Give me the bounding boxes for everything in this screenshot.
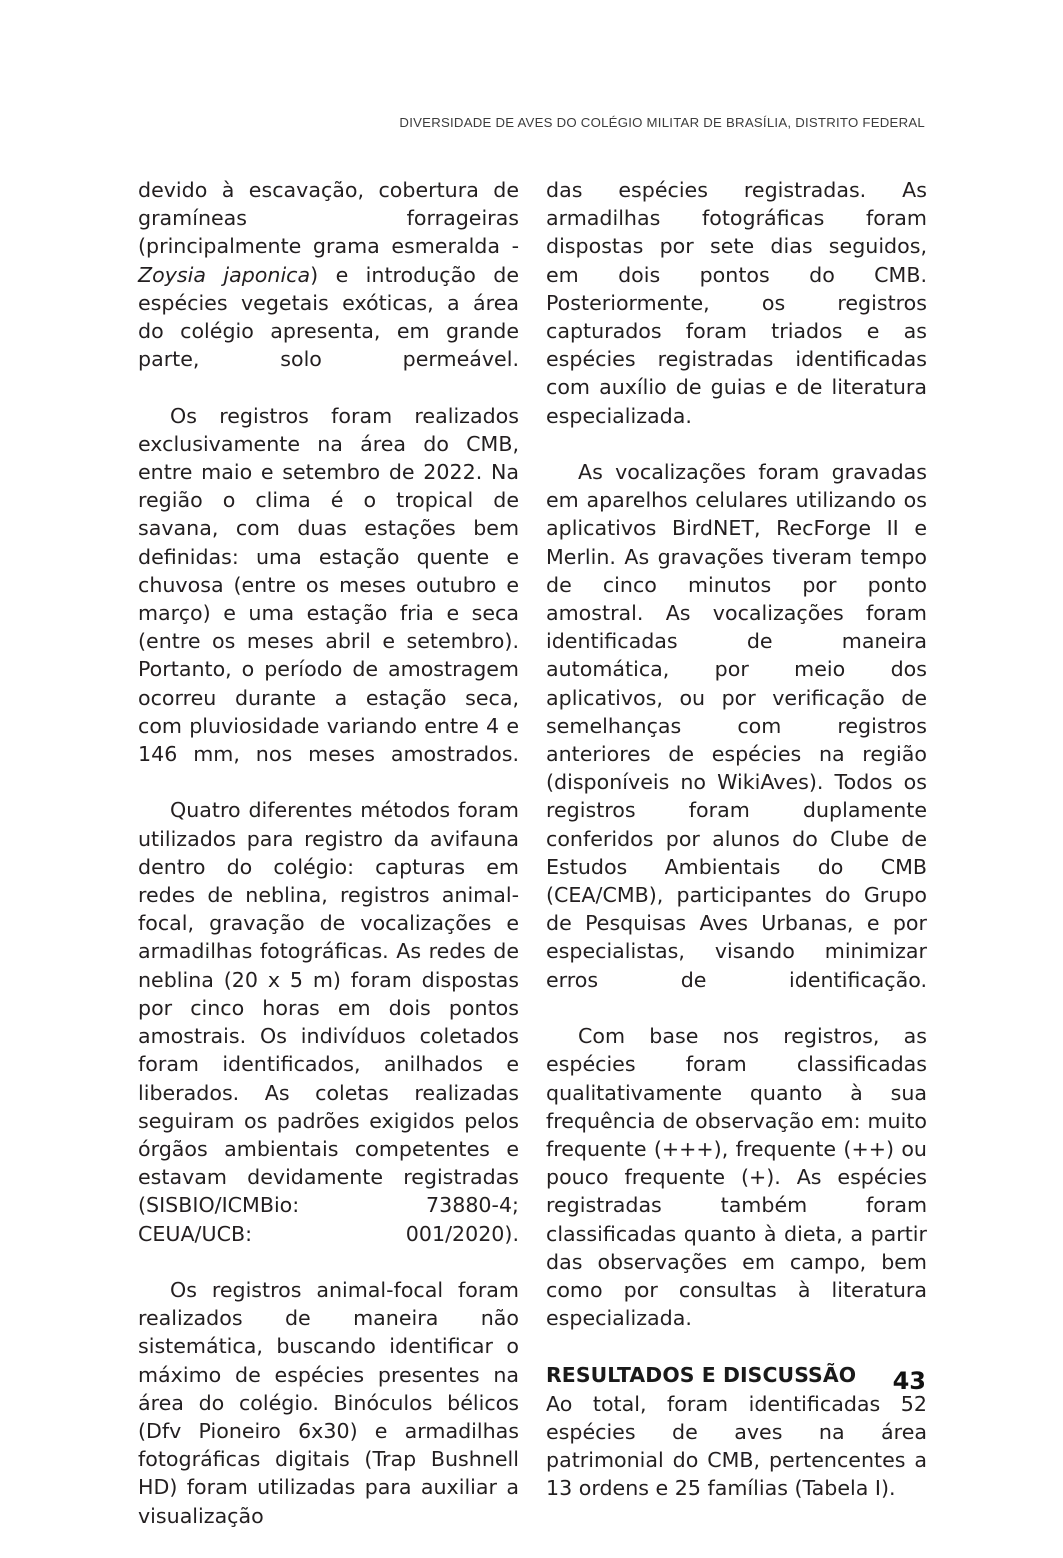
- paragraph-p6: As vocalizações foram gravadas em aparelhos celulares utilizando os aplicativos BirdNET, RecForge II e Merlin. As gravações tiveram tempo de cinco minutos por ponto amostral. As vocalizações foram identificadas de maneira automática, por meio dos aplicativos, ou por verificação de semelhanças com registros anteriores de espécies na região (disponíveis no WikiAves). Todos os registros foram duplamente conferidos por alunos do Clube de Estudos Ambientais do CMB (CEA/CMB), participantes do Grupo de Pesquisas Aves Urbanas, e por especialistas, visando minimizar erros de identificação.: [546, 460, 927, 992]
- right-column: [546, 176, 927, 1558]
- paragraph-p1-text-a: devido à escavação, cobertura de gramíneas forrageiras (principalmente grama esmeralda -: [138, 178, 519, 259]
- paragraph-p1: [138, 176, 519, 402]
- species-name-zoysia-japonica: Zoysia japonica: [138, 262, 311, 287]
- section-heading-resultados-e-discussao: RESULTADOS E DISCUSSÃO: [546, 1362, 857, 1387]
- running-head: DIVERSIDADE DE AVES DO COLÉGIO MILITAR DE BRASÍLIA, DISTRITO FEDERAL: [399, 115, 925, 130]
- two-column-body: [138, 176, 927, 1558]
- left-column: [138, 176, 519, 1558]
- paragraph-p5: das espécies registradas. As armadilhas fotográficas foram dispostas por sete dias seguidos, em dois pontos do CMB. Posteriormente, os registros capturados foram triados e as espécies registradas identificadas com auxílio de guias e de literatura especializada.: [546, 178, 927, 428]
- paragraph-p3: Quatro diferentes métodos foram utilizados para registro da avifauna dentro do colégio: capturas em redes de neblina, registros animal-focal, gravação de vocalizações e armadilhas fotográficas. As redes de neblina (20 x 5 m) foram dispostas por cinco horas em dois pontos amostrais. Os indivíduos coletados foram identificados, anilhados e liberados. As coletas realizadas seguiram os padrões exigidos pelos órgãos ambientais competentes e estavam devidamente registradas (SISBIO/ICMBio: 73880-4; CEUA/UCB: 001/2020).: [138, 798, 519, 1246]
- paragraph-resultados: Ao total, foram identificadas 52 espécies de aves na área patrimonial do CMB, pertencentes a 13 ordens e 25 famílias (Tabela I).: [546, 1391, 927, 1501]
- page-number: 43: [892, 1367, 926, 1395]
- paragraph-p1-text-b: ) e introdução de espécies vegetais exóticas, a área do colégio apresenta, em grande parte, solo permeável.: [138, 262, 519, 372]
- paragraph-p7: Com base nos registros, as espécies foram classificadas qualitativamente quanto à sua frequência de observação em: muito frequente (+++), frequente (++) ou pouco frequente (+). As espécies registradas também foram classificadas quanto à dieta, a partir das observações em campo, bem como por consultas à literatura especializada.: [546, 1024, 927, 1331]
- paragraph-p4-continues-right-column: Os registros animal-focal foram realizados de maneira não sistemática, buscando identificar o máximo de espécies presentes na área do colégio. Binóculos bélicos (Dfv Pioneiro 6x30) e armadilhas fotográficas digitais (Trap Bushnell HD) foram utilizadas para auxiliar a visualização: [138, 1277, 519, 1528]
- paragraph-p2: Os registros foram realizados exclusivamente na área do CMB, entre maio e setembro de 2022. Na região o clima é o tropical de savana, com duas estações bem definidas: uma estação quente e chuvosa (entre os meses outubro e março) e uma estação fria e seca (entre os meses abril e setembro). Portanto, o período de amostragem ocorreu durante a estação seca, com pluviosidade variando entre 4 e 146 mm, nos meses amostrados.: [138, 403, 519, 767]
